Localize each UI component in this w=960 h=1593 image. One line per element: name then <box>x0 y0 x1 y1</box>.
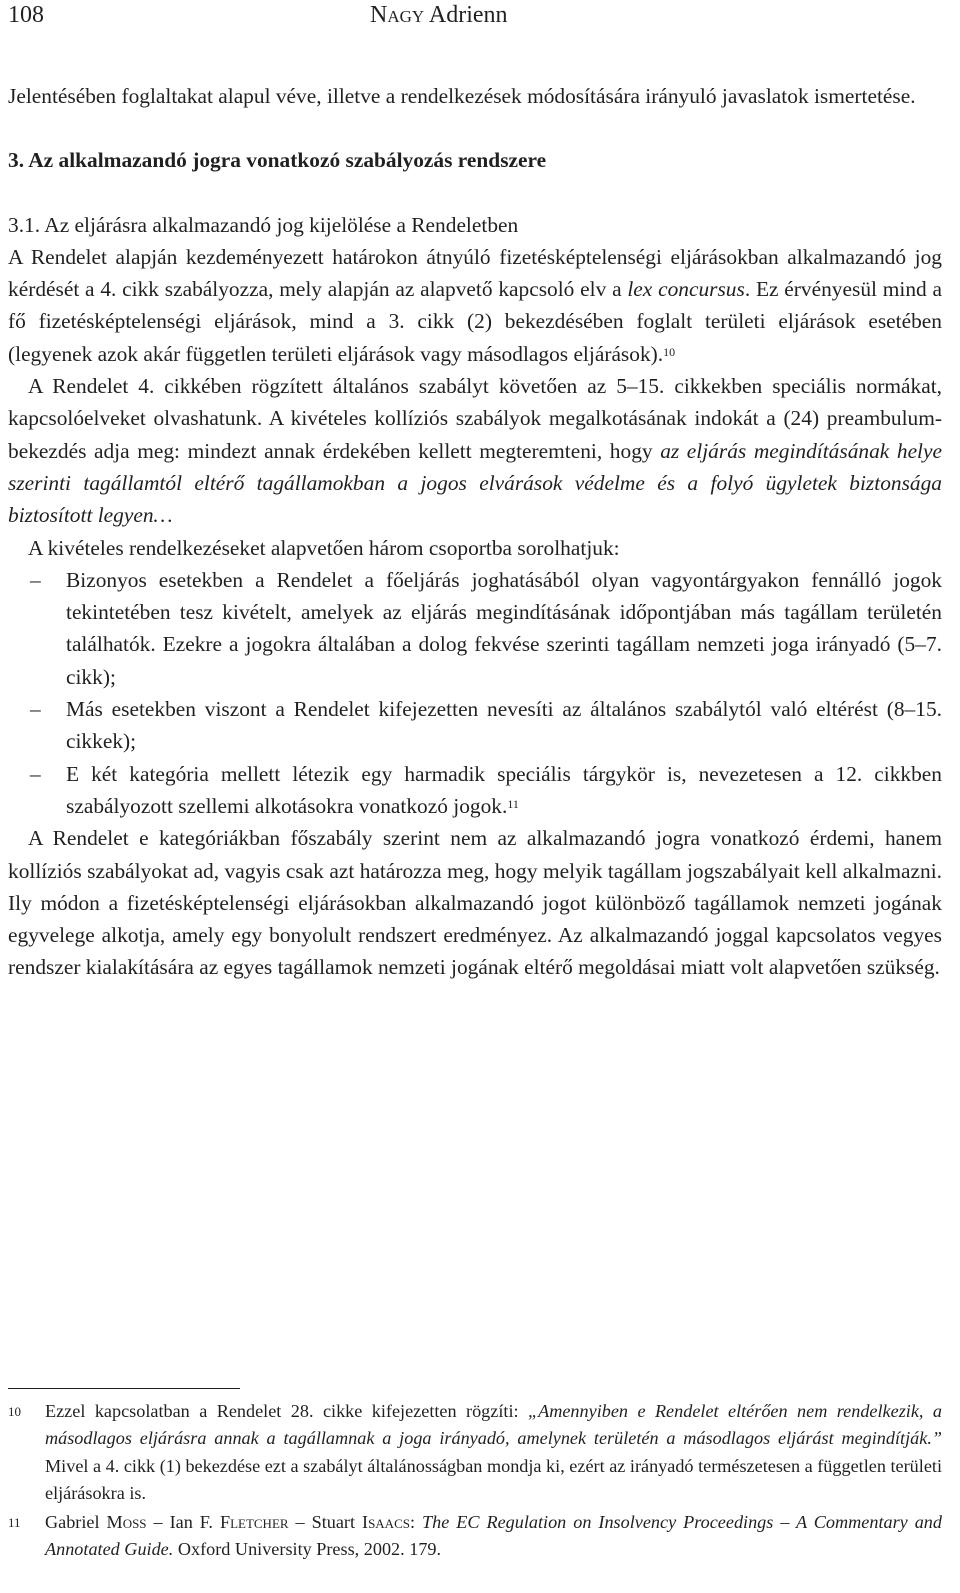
footnote-ref-10[interactable]: 10 <box>663 344 676 359</box>
paragraph-4: A Rendelet e kategóriákban főszabály szerint nem az alkalmazandó jogra vonatkozó érdemi, hanem kollíziós szabályokat ad, vagyis csak azt határozza meg, hogy melyik tagállam jogszabályait kell alkalmazni. Ily módon a fizetésképtelenségi eljárásokban alkalmazandó jogot különböző tagállamok nemzeti jogának egyvelege alkotja, amely egy bonyolult rendszert eredményez. Az alkalmazandó joggal kapcsolatos vegyes rendszer kialakítására az egyes tagállamok nemzeti jogának eltérő megoldásai miatt volt alapvetően szükség. <box>8 826 942 980</box>
list-item: – Bizonyos esetekben a Rendelet a főeljárás joghatásából olyan vagyontárgyakon fennálló jogok tekintetében tesz kivételt, amelyek az eljárás megindításának időpontjában más tagállam területén találhatók. Ezekre a jogokra általában a dolog fekvése szerinti tagállam nemzeti joga irányadó (5–7. cikk); <box>8 564 942 693</box>
list-item: – Más esetekben viszont a Rendelet kifejezetten nevesíti az általános szabálytól való eltérést (8–15. cikkek); <box>8 693 942 758</box>
section-heading: 3. Az alkalmazandó jogra vonatkozó szabályozás rendszere <box>8 148 547 173</box>
paragraph-1: A Rendelet alapján kezdeményezett határokon átnyúló fizetésképtelenségi eljárásokban alkalmazandó jog kérdését a 4. cikk szabályozza, mely alapján az alapvető kapcsoló elv a lex concursus. Ez érvényesül mind a fő fizetésképtelenségi eljárások, mind a 3. cikk (2) bekezdésében foglalt területi eljárások esetében (legyenek azok akár független területi eljárások vagy másodlagos eljárások).$^{10}$ <box>8 244 942 366</box>
dash-bullet: – <box>30 761 41 786</box>
footnote-number: 11 <box>8 1515 21 1531</box>
running-head-author: Nagy Adrienn <box>370 2 508 28</box>
footnote-separator <box>8 1388 240 1389</box>
subsection-heading: 3.1. Az eljárásra alkalmazandó jog kijelölése a Rendeletben <box>8 212 519 237</box>
footnote-number: 10 <box>8 1404 21 1419</box>
footnote-11: 11 Gabriel Moss – Ian F. Fletcher – Stuart Isaacs: The EC Regulation on Insolvency Proceedings – A Commentary and Annotated Guide. Oxford University Press, 2002. 179. <box>8 1509 942 1564</box>
dash-bullet: – <box>30 697 41 722</box>
running-head <box>8 0 508 30</box>
body-text <box>8 80 942 984</box>
page-number: 108 <box>8 2 44 28</box>
footnotes <box>8 1398 942 1564</box>
footnote-10: 10 Ezzel kapcsolatban a Rendelet 28. cikke kifejezetten rögzíti: „Amennyiben e Rendelet eltérően nem rendelkezik, a másodlagos eljárásra annak a tagállamnak a joga irányadó, amelynek területén a másodlagos eljárást megindítják.” Mivel a 4. cikk (1) bekezdése ezt a szabályt általánosságban mondja ki, ezért az irányadó természetesen a független területi eljárásokra is. <box>8 1398 942 1507</box>
dash-bullet: – <box>30 567 41 592</box>
intro-paragraph: Jelentésében foglaltakat alapul véve, illetve a rendelkezések módosítására irányuló javaslatok ismertetése. <box>8 84 916 108</box>
list-item: – E két kategória mellett létezik egy harmadik speciális tárgykör is, nevezetesen a 12. cikkben szabályozott szellemi alkotásokra vonatkozó jogok.$^{11}$ <box>8 758 942 823</box>
exception-list <box>8 564 942 822</box>
paragraph-3: A kivételes rendelkezéseket alapvetően három csoportba sorolhatjuk: <box>28 535 620 560</box>
paragraph-2: A Rendelet 4. cikkében rögzített általános szabályt követően az 5–15. cikkekben speciális normákat, kapcsolóelveket olvashatunk. A kivételes kollíziós szabályok megalkotásának indokát a (24) preambulum-bekezdés adja meg: mindezt annak érdekében kellett megteremteni, hogy az eljárás megindításának helye szerinti tagállamtól eltérő tagállamokban a jogos elvárások védelme és a folyó ügyletek biztonsága biztosított legyen… <box>8 374 942 528</box>
footnote-ref-11[interactable]: 11 <box>507 796 519 811</box>
